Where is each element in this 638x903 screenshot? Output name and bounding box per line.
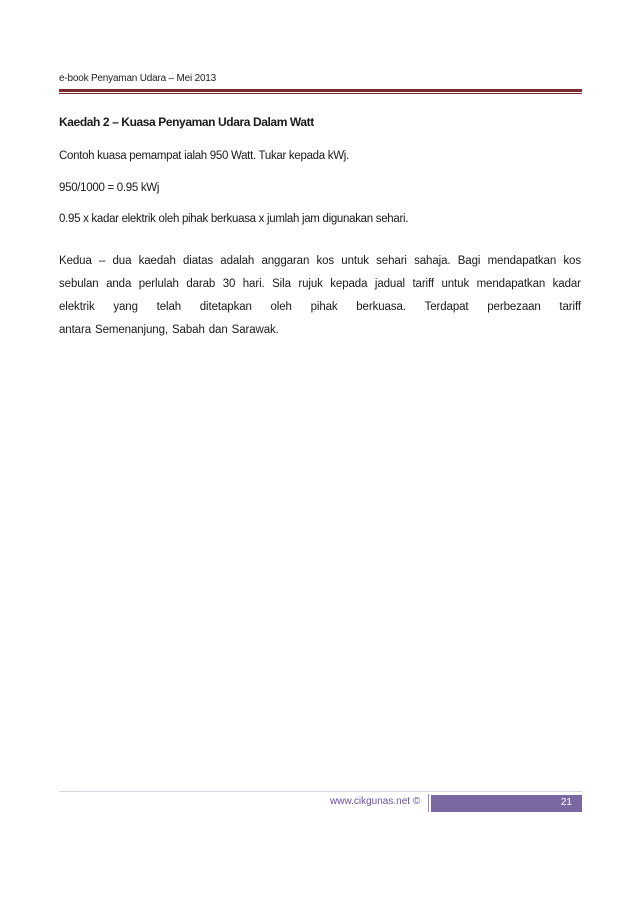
word: Sarawak. [231, 324, 279, 336]
paragraph-line [59, 319, 581, 342]
word: oleh [270, 301, 292, 313]
page-number-box [431, 795, 582, 812]
word: perlulah [138, 278, 179, 290]
word: 30 [222, 278, 236, 290]
word: kepada [330, 278, 368, 290]
header-rule-thin [59, 93, 582, 94]
paragraph-formula: 0.95 x kadar elektrik oleh pihak berkuasa x jumlah jam digunakan sehari. [59, 213, 409, 225]
word: anda [106, 278, 132, 290]
page-number: 21 [560, 797, 572, 808]
word: untuk [441, 278, 470, 290]
word: Kedua [59, 255, 92, 267]
word: dan [208, 324, 228, 336]
paragraph-line [59, 296, 581, 319]
word: kaedah [138, 255, 176, 267]
word: diatas [182, 255, 214, 267]
paragraph-line [59, 250, 581, 273]
word: sebulan [59, 278, 99, 290]
paragraph-line [59, 273, 581, 296]
word: telah [156, 301, 182, 313]
word: sehari [376, 255, 407, 267]
word: hari. [242, 278, 265, 290]
word: mendapatkan [476, 278, 546, 290]
word: antara [59, 324, 92, 336]
word: tariff [559, 301, 581, 313]
word: anggaran [261, 255, 310, 267]
word: Sabah [171, 324, 205, 336]
word: untuk [341, 255, 369, 267]
word: mendapatkan [487, 255, 557, 267]
word: Semenanjung, [95, 324, 168, 336]
word: tariff [412, 278, 434, 290]
word: berkuasa. [356, 301, 406, 313]
word: Terdapat [424, 301, 469, 313]
word: Bagi [457, 255, 481, 267]
word: yang [113, 301, 138, 313]
word: darab [186, 278, 216, 290]
word: Sila [272, 278, 291, 290]
word: sahaja. [414, 255, 451, 267]
word: rujuk [298, 278, 323, 290]
word: kadar [552, 278, 581, 290]
word: ditetapkan [199, 301, 252, 313]
word: jadual [374, 278, 405, 290]
header-rule-thick [59, 89, 582, 92]
paragraph-calculation: 950/1000 = 0.95 kWj [59, 182, 160, 194]
footer-rule [59, 791, 582, 792]
word: – [98, 255, 106, 267]
word: adalah [220, 255, 255, 267]
word: perbezaan [487, 301, 541, 313]
section-heading: Kaedah 2 – Kuasa Penyaman Udara Dalam Watt [59, 115, 314, 129]
footer-divider [428, 794, 429, 812]
word: dua [112, 255, 132, 267]
paragraph-example: Contoh kuasa pemampat ialah 950 Watt. Tukar kepada kWj. [59, 150, 349, 162]
word: elektrik [59, 301, 95, 313]
word: pihak [310, 301, 338, 313]
paragraph-explanation [59, 250, 581, 342]
word: kos [316, 255, 335, 267]
footer-website-link[interactable]: www.cikgunas.net © [330, 796, 421, 807]
word: kos [563, 255, 581, 267]
document-title: e-book Penyaman Udara – Mei 2013 [59, 73, 217, 84]
